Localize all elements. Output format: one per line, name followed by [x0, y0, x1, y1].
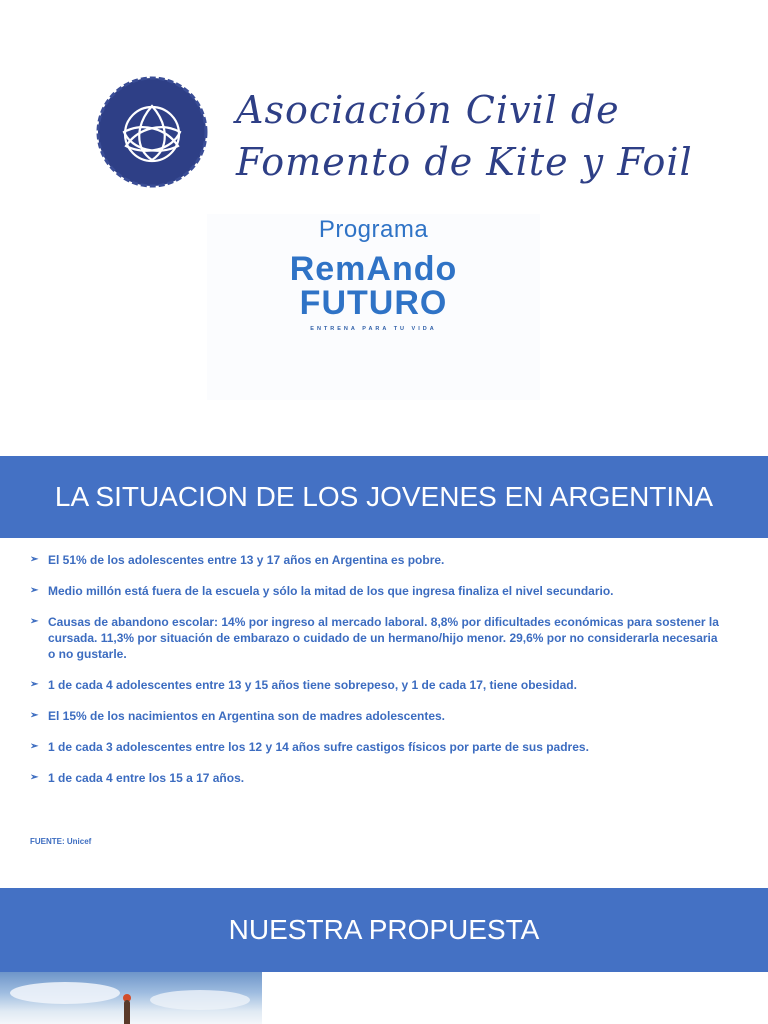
section-title-proposal: NUESTRA PROPUESTA: [0, 888, 768, 972]
kite-photo: [0, 972, 262, 1024]
program-logo: [207, 214, 540, 400]
program-tagline: ENTRENA PARA TU VIDA: [310, 326, 437, 332]
fact-text: El 15% de los nacimientos en Argentina son de madres adolescentes.: [48, 709, 446, 723]
list-item: [30, 739, 720, 755]
triquetra-circle-icon: [96, 76, 208, 188]
organization-name: [236, 84, 693, 188]
program-brand: [207, 252, 540, 320]
rider-figure: [124, 1000, 130, 1024]
fact-text: 1 de cada 4 adolescentes entre 13 y 15 años tiene sobrepeso, y 1 de cada 17, tiene obesidad.: [48, 678, 577, 692]
cloud-shape: [10, 982, 120, 1004]
list-item: [30, 614, 720, 662]
arrow-bullet-icon: ➢: [30, 772, 39, 783]
facts-list: [30, 552, 720, 801]
arrow-bullet-icon: ➢: [30, 585, 39, 596]
fact-text: Medio millón está fuera de la escuela y sólo la mitad de los que ingresa finaliza el nivel secundario.: [48, 584, 614, 598]
fact-text: Causas de abandono escolar: 14% por ingreso al mercado laboral. 8,8% por dificultades económicas para sostener la cursada. 11,3% por situación de embarazo o cuidado de un hermano/hijo menor. 29,6% por no considerarla necesaria o no gustarle.: [48, 615, 719, 661]
fact-text: El 51% de los adolescentes entre 13 y 17 años en Argentina es pobre.: [48, 553, 445, 567]
brand-line2: FUTURO: [299, 284, 448, 322]
list-item: [30, 708, 720, 724]
brand-line1: RemAndo: [289, 250, 458, 288]
list-item: [30, 677, 720, 693]
fact-text: 1 de cada 4 entre los 15 a 17 años.: [48, 771, 245, 785]
list-item: [30, 583, 720, 599]
arrow-bullet-icon: ➢: [30, 554, 39, 565]
organization-name-line2: Fomento de Kite y Foil: [236, 140, 693, 184]
fact-text: 1 de cada 3 adolescentes entre los 12 y 14 años sufre castigos físicos por parte de sus padres.: [48, 740, 589, 754]
header: [0, 0, 768, 210]
cloud-shape: [150, 990, 250, 1010]
arrow-bullet-icon: ➢: [30, 616, 39, 627]
arrow-bullet-icon: ➢: [30, 741, 39, 752]
arrow-bullet-icon: ➢: [30, 679, 39, 690]
list-item: [30, 770, 720, 786]
arrow-bullet-icon: ➢: [30, 710, 39, 721]
list-item: [30, 552, 720, 568]
section-title-situation: LA SITUACION DE LOS JOVENES EN ARGENTINA: [0, 456, 768, 538]
program-label: Programa: [318, 216, 429, 243]
source-note: FUENTE: Unicef: [30, 837, 92, 846]
organization-name-line1: Asociación Civil de: [236, 88, 620, 132]
